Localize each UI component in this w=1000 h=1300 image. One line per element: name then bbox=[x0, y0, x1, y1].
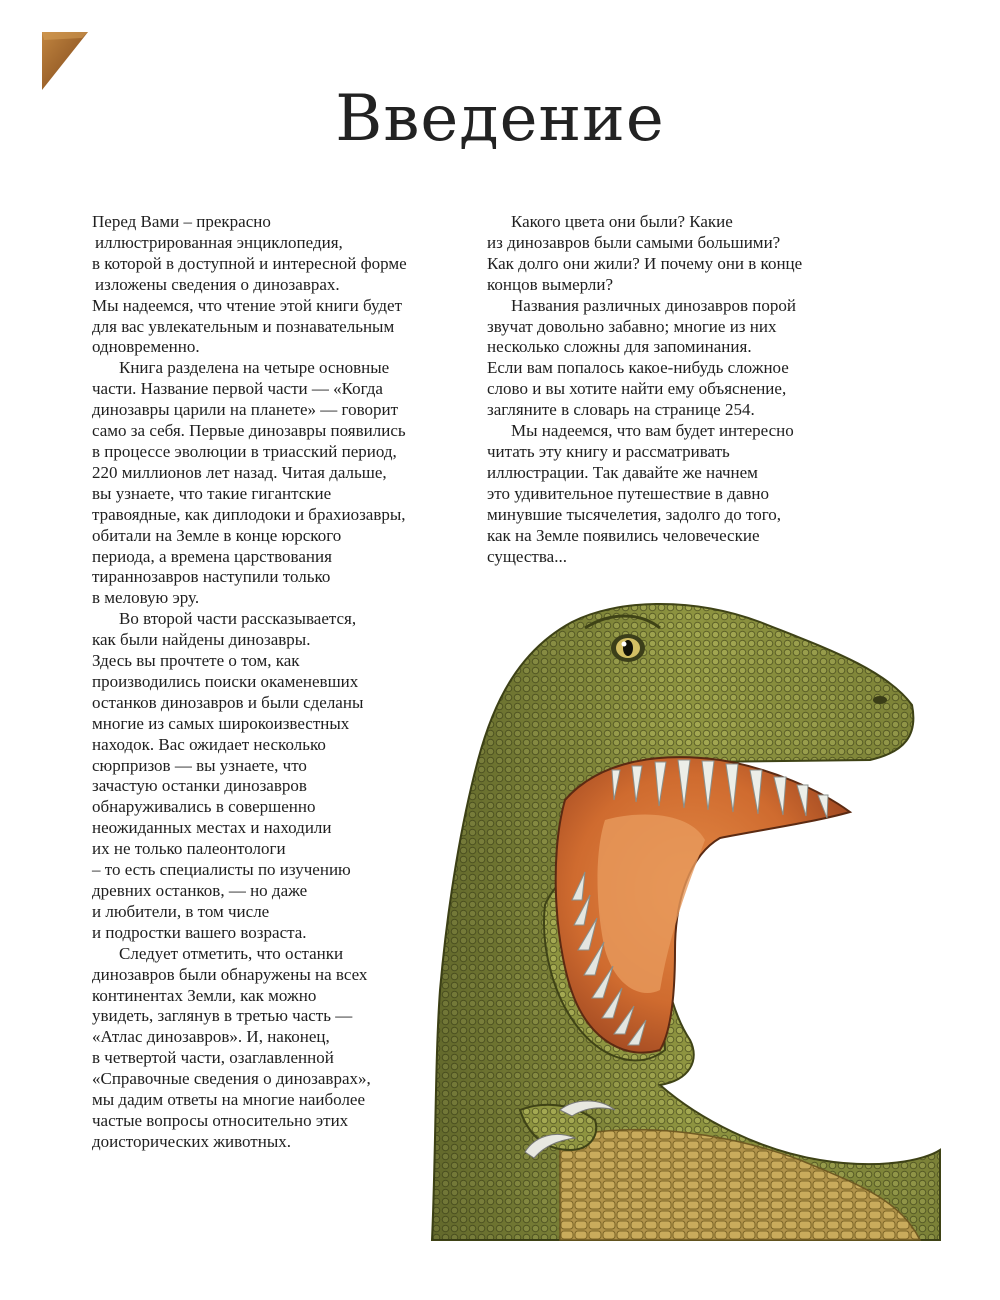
text-line: Следует отметить, что останки bbox=[119, 943, 344, 963]
text-line: и любители, в том числе bbox=[92, 901, 270, 921]
text-column-right bbox=[487, 212, 867, 567]
text-line: одновременно. bbox=[92, 337, 200, 357]
text-line: само за себя. Первые динозавры появились bbox=[92, 421, 406, 441]
text-line: Книга разделена на четыре основные bbox=[119, 358, 390, 378]
text-line: неожиданных местах и находили bbox=[92, 818, 332, 838]
text-line: это удивительное путешествие в давно bbox=[487, 483, 769, 503]
text-line: обитали на Земле в конце юрского bbox=[92, 525, 342, 545]
text-line: динозавры царили на планете» — говорит bbox=[92, 400, 398, 420]
text-line: Во второй части рассказывается, bbox=[119, 609, 357, 629]
text-line: в процессе эволюции в триасский период, bbox=[92, 441, 397, 461]
text-line: их не только палеонтологи bbox=[92, 839, 286, 859]
text-line: загляните в словарь на странице 254. bbox=[487, 400, 755, 420]
text-line: тираннозавров наступили только bbox=[92, 567, 331, 587]
text-line: зачастую останки динозавров bbox=[92, 776, 307, 796]
text-line: читать эту книгу и рассматривать bbox=[487, 441, 730, 461]
text-line: Здесь вы прочтете о том, как bbox=[92, 651, 300, 671]
text-line: периода, а времена царствования bbox=[92, 546, 332, 566]
text-line: увидеть, заглянув в третью часть — bbox=[92, 1006, 353, 1026]
text-line: Если вам попалось какое-нибудь сложное bbox=[487, 358, 789, 378]
text-line: производились поиски окаменевших bbox=[92, 671, 359, 691]
text-line: «Атлас динозавров». И, наконец, bbox=[92, 1027, 330, 1047]
text-line: и подростки вашего возраста. bbox=[92, 922, 307, 942]
text-line: части. Название первой части — «Когда bbox=[92, 379, 383, 399]
text-line: существа... bbox=[487, 546, 567, 566]
text-line: «Справочные сведения о динозаврах», bbox=[92, 1069, 371, 1089]
text-line: континентах Земли, как можно bbox=[92, 985, 317, 1005]
page-title: Введение bbox=[335, 82, 665, 156]
text-line: вы узнаете, что такие гигантские bbox=[92, 483, 332, 503]
text-line: сюрпризов — вы узнаете, что bbox=[92, 755, 307, 775]
text-line: Мы надеемся, что чтение этой книги будет bbox=[92, 295, 402, 315]
text-line: находок. Вас ожидает несколько bbox=[92, 734, 326, 754]
text-line: иллюстрированная энциклопедия, bbox=[95, 232, 343, 252]
text-line: древних останков, — но даже bbox=[92, 881, 308, 900]
text-line: концов вымерли? bbox=[487, 274, 614, 294]
text-line: Перед Вами – прекрасно bbox=[92, 212, 271, 231]
text-line: Мы надеемся, что вам будет интересно bbox=[511, 421, 794, 441]
text-line: звучат довольно забавно; многие из них bbox=[487, 316, 777, 336]
text-line: многие из самых широкоизвестных bbox=[92, 713, 350, 733]
text-line: в четвертой части, озаглавленной bbox=[92, 1048, 334, 1068]
text-line: как были найдены динозавры. bbox=[92, 630, 311, 650]
text-line: Какого цвета они были? Какие bbox=[511, 212, 733, 231]
text-line: в меловую эру. bbox=[92, 588, 200, 608]
text-line: частые вопросы относительно этих bbox=[92, 1110, 349, 1130]
text-line: обнаруживались в совершенно bbox=[92, 797, 316, 817]
text-line: слово и вы хотите найти ему объяснение, bbox=[487, 379, 787, 399]
text-line: из динозавров были самыми большими? bbox=[487, 232, 781, 252]
text-line: Названия различных динозавров порой bbox=[511, 295, 796, 315]
text-line: останков динозавров и были сделаны bbox=[92, 692, 364, 712]
text-line: изложены сведения о динозаврах. bbox=[95, 274, 340, 294]
text-line: иллюстрации. Так давайте же начнем bbox=[487, 462, 758, 482]
text-line: Как долго они жили? И почему они в конце bbox=[487, 253, 803, 273]
text-line: динозавров были обнаружены на всех bbox=[92, 964, 368, 984]
text-line: в которой в доступной и интересной форме bbox=[92, 253, 407, 273]
text-line: мы дадим ответы на многие наиболее bbox=[92, 1090, 366, 1110]
text-line: доисторических животных. bbox=[92, 1131, 291, 1151]
text-line: травоядные, как диплодоки и брахиозавры, bbox=[92, 504, 406, 524]
dinosaur-illustration bbox=[400, 596, 960, 1256]
text-line: как на Земле появились человеческие bbox=[487, 525, 760, 545]
text-line: – то есть специалисты по изучению bbox=[92, 860, 351, 880]
text-line: минувшие тысячелетия, задолго до того, bbox=[487, 504, 782, 524]
text-line: несколько сложны для запоминания. bbox=[487, 337, 752, 357]
text-line: 220 миллионов лет назад. Читая дальше, bbox=[92, 462, 387, 482]
text-line: для вас увлекательным и познавательным bbox=[92, 316, 395, 336]
